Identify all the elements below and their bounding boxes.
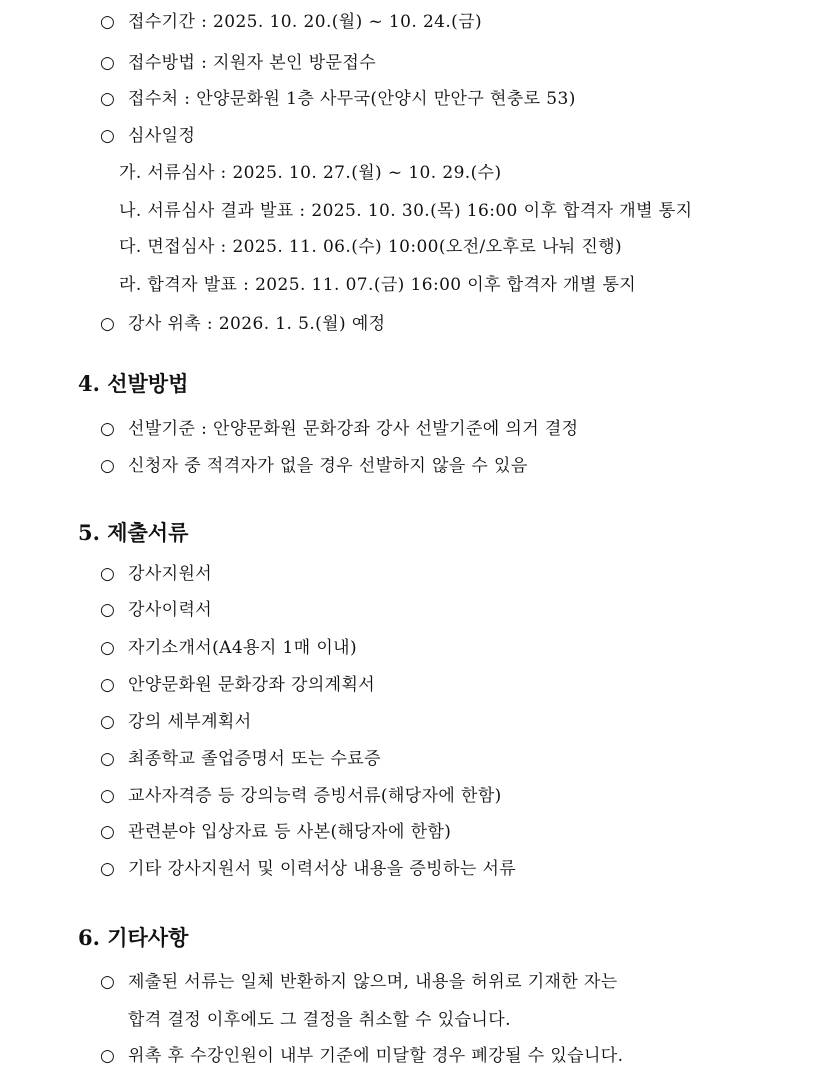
- list-item-text: 강사 위촉 : 2026. 1. 5.(월) 예정: [128, 314, 386, 334]
- circle-bullet-icon: ○: [100, 600, 116, 620]
- circle-bullet-icon: ○: [100, 749, 116, 769]
- schedule-item: 다. 면접심사 : 2025. 11. 06.(수) 10:00(오전/오후로 나눠 진행): [119, 237, 623, 257]
- list-item-text: 위촉 후 수강인원이 내부 기준에 미달할 경우 폐강될 수 있습니다.: [128, 1046, 624, 1066]
- list-item: [100, 710, 252, 734]
- list-item: [100, 1044, 623, 1068]
- list-item: [100, 598, 212, 622]
- list-item: [100, 784, 502, 808]
- circle-bullet-icon: ○: [100, 1046, 116, 1066]
- list-item-text: 제출된 서류는 일체 반환하지 않으며, 내용을 허위로 기재한 자는: [128, 972, 618, 992]
- section-heading: 5. 제출서류: [78, 520, 189, 545]
- list-item-text: 강사이력서: [128, 600, 213, 620]
- circle-bullet-icon: ○: [100, 53, 116, 73]
- circle-bullet-icon: ○: [100, 822, 116, 842]
- circle-bullet-icon: ○: [100, 564, 116, 584]
- list-item-text: 관련분야 입상자료 등 사본(해당자에 한함): [128, 822, 452, 842]
- circle-bullet-icon: ○: [100, 126, 116, 146]
- list-item-text: 교사자격증 등 강의능력 증빙서류(해당자에 한함): [128, 786, 502, 806]
- schedule-item: 라. 합격자 발표 : 2025. 11. 07.(금) 16:00 이후 합격자 개별 통지: [119, 275, 637, 295]
- list-item-text: 선발기준 : 안양문화원 문화강좌 강사 선발기준에 의거 결정: [128, 419, 579, 439]
- circle-bullet-icon: ○: [100, 12, 116, 32]
- circle-bullet-icon: ○: [100, 419, 116, 439]
- list-item: [100, 124, 195, 148]
- list-item: [100, 857, 516, 881]
- list-item: [100, 562, 212, 586]
- list-item: [100, 312, 385, 336]
- list-item: [100, 51, 376, 75]
- circle-bullet-icon: ○: [100, 675, 116, 695]
- list-item-text: 안양문화원 문화강좌 강의계획서: [128, 675, 376, 695]
- list-item: [100, 417, 578, 441]
- section-heading: 4. 선발방법: [78, 371, 189, 396]
- list-item: [100, 673, 375, 697]
- circle-bullet-icon: ○: [100, 638, 116, 658]
- list-item: [100, 820, 451, 844]
- circle-bullet-icon: ○: [100, 859, 116, 879]
- list-item-text: 강의 세부계획서: [128, 712, 252, 732]
- list-item: [100, 10, 482, 34]
- list-item: [100, 970, 618, 994]
- list-item-text: 접수기간 : 2025. 10. 20.(월) ~ 10. 24.(금): [128, 12, 483, 32]
- list-item-text: 강사지원서: [128, 564, 213, 584]
- list-item-text: 접수처 : 안양문화원 1층 사무국(안양시 만안구 현충로 53): [128, 89, 576, 109]
- schedule-item: 가. 서류심사 : 2025. 10. 27.(월) ~ 10. 29.(수): [119, 163, 502, 183]
- section-heading: 6. 기타사항: [78, 925, 189, 950]
- list-item-text: 자기소개서(A4용지 1매 이내): [128, 638, 358, 658]
- list-item-text: 신청자 중 적격자가 없을 경우 선발하지 않을 수 있음: [128, 456, 528, 476]
- list-item: [100, 454, 528, 478]
- list-item-text: 기타 강사지원서 및 이력서상 내용을 증빙하는 서류: [128, 859, 517, 879]
- schedule-item: 나. 서류심사 결과 발표 : 2025. 10. 30.(목) 16:00 이후 합격자 개별 통지: [119, 201, 693, 221]
- circle-bullet-icon: ○: [100, 972, 116, 992]
- circle-bullet-icon: ○: [100, 712, 116, 732]
- list-item: [100, 747, 381, 771]
- circle-bullet-icon: ○: [100, 786, 116, 806]
- list-item-continuation: 합격 결정 이후에도 그 결정을 취소할 수 있습니다.: [128, 1010, 511, 1030]
- list-item-text: 심사일정: [128, 126, 196, 146]
- circle-bullet-icon: ○: [100, 89, 116, 109]
- list-item: [100, 87, 576, 111]
- list-item-text: 최종학교 졸업증명서 또는 수료증: [128, 749, 381, 769]
- list-item-text: 접수방법 : 지원자 본인 방문접수: [128, 53, 377, 73]
- circle-bullet-icon: ○: [100, 314, 116, 334]
- list-item: [100, 636, 357, 660]
- circle-bullet-icon: ○: [100, 456, 116, 476]
